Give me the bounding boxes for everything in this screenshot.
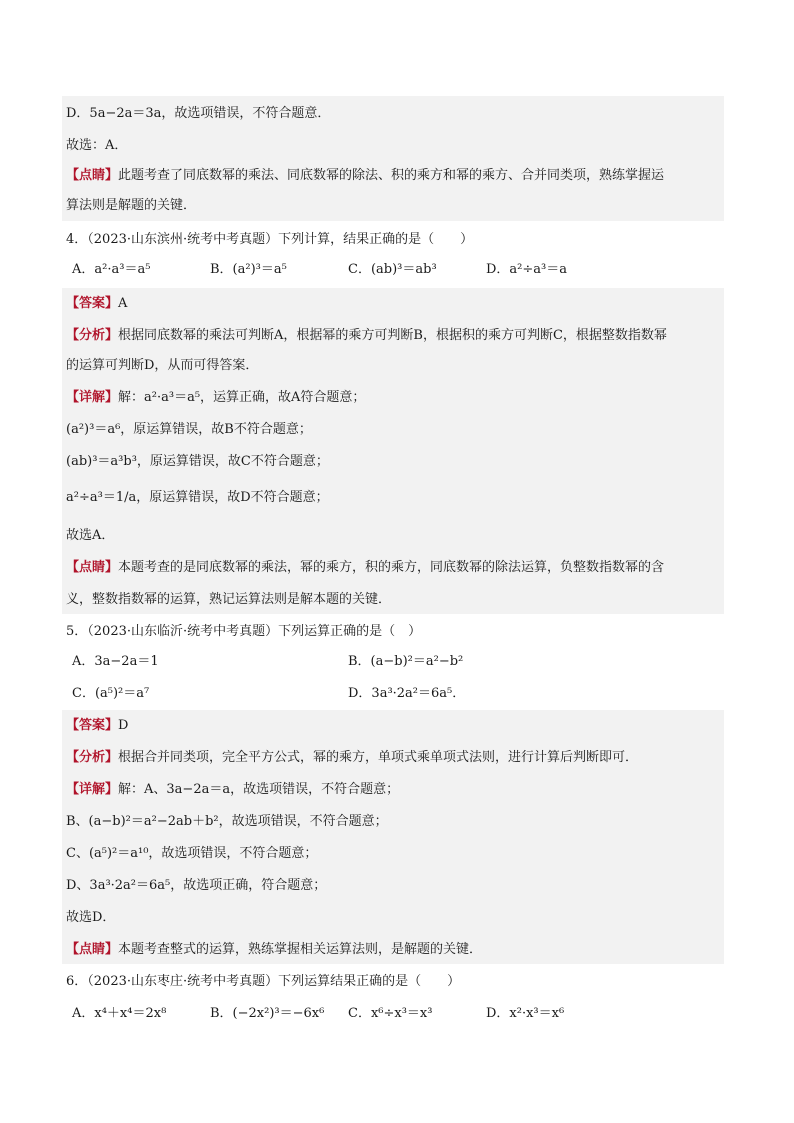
q4-comment-line-1: 【点睛】本题考查的是同底数幂的乘法，幂的乘方，积的乘方，同底数幂的除法运算，负整数指数幂的含 bbox=[66, 560, 665, 575]
q4-stem: 4．（2023·山东滨州·统考中考真题）下列计算，结果正确的是（ ） bbox=[66, 232, 474, 247]
answer-tag: 【答案】 bbox=[66, 718, 119, 733]
q5-detail-line-3: C、(a⁵)²＝a¹⁰，故选项错误，不符合题意； bbox=[66, 846, 318, 861]
q5-option-d: D．3a³·2a²＝6a⁵． bbox=[348, 686, 466, 701]
q4-analysis-line-1: 【分析】根据同底数幂的乘法可判断A，根据幂的乘方可判断B，根据积的乘方可判断C，根据整数指数幂 bbox=[66, 328, 667, 343]
q4-detail-line-4: a²÷a³＝1/a，原运算错误，故D不符合题意； bbox=[66, 490, 329, 505]
q5-comment-line-1: 【点睛】本题考查整式的运算，熟练掌握相关运算法则，是解题的关键． bbox=[66, 942, 483, 957]
detail-tag: 【详解】 bbox=[66, 782, 119, 797]
q4-option-c: C．(ab)³＝ab³ bbox=[348, 262, 437, 277]
comment-tag: 【点睛】 bbox=[66, 560, 119, 575]
q4-detail-line-3: (ab)³＝a³b³，原运算错误，故C不符合题意； bbox=[66, 454, 329, 469]
q6-stem: 6．（2023·山东枣庄·统考中考真题）下列运算结果正确的是（ ） bbox=[66, 974, 461, 989]
q4-analysis-line-2: 的运算可判断D，从而可得答案． bbox=[66, 358, 259, 373]
detail-tag: 【详解】 bbox=[66, 390, 119, 405]
q5-option-c: C．(a⁵)²＝a⁷ bbox=[72, 686, 150, 701]
q4-detail-line-1: 【详解】解：a²·a³＝a⁵，运算正确，故A符合题意； bbox=[66, 390, 366, 405]
q4-option-a: A．a²·a³＝a⁵ bbox=[72, 262, 151, 277]
q6-option-d: D．x²·x³＝x⁶ bbox=[486, 1006, 565, 1021]
q6-option-a: A．x⁴＋x⁴＝2x⁸ bbox=[72, 1006, 167, 1021]
q5-answer: 【答案】D bbox=[66, 718, 129, 733]
q4-comment-line-2: 义，整数指数幂的运算，熟记运算法则是解本题的关键． bbox=[66, 592, 392, 607]
q5-stem: 5．（2023·山东临沂·统考中考真题）下列运算正确的是（ ） bbox=[66, 624, 422, 639]
q6-option-c: C．x⁶÷x³＝x³ bbox=[348, 1006, 433, 1021]
q4-option-b: B．(a²)³＝a⁵ bbox=[210, 262, 287, 277]
q6-option-b: B．(−2x²)³＝−6x⁶ bbox=[210, 1006, 325, 1021]
q4-option-d: D．a²÷a³＝a bbox=[486, 262, 567, 277]
q5-detail-line-2: B、(a−b)²＝a²−2ab＋b²，故选项错误，不符合题意； bbox=[66, 814, 388, 829]
q5-option-b: B．(a−b)²＝a²−b² bbox=[348, 654, 464, 669]
q3-choice: 故选：A． bbox=[66, 138, 128, 153]
q5-detail-line-4: D、3a³·2a²＝6a⁵，故选项正确，符合题意； bbox=[66, 878, 327, 893]
comment-tag: 【点睛】 bbox=[66, 942, 119, 957]
analysis-tag: 【分析】 bbox=[66, 328, 119, 343]
q5-analysis-line-1: 【分析】根据合并同类项，完全平方公式，幂的乘方，单项式乘单项式法则，进行计算后判断即可． bbox=[66, 750, 639, 765]
q5-detail-line-1: 【详解】解：A、3a−2a＝a，故选项错误，不符合题意； bbox=[66, 782, 400, 797]
answer-tag: 【答案】 bbox=[66, 296, 119, 311]
q4-choice: 故选A． bbox=[66, 528, 115, 543]
q4-answer: 【答案】A bbox=[66, 296, 128, 311]
analysis-tag: 【分析】 bbox=[66, 750, 119, 765]
q3-option-d-explanation: D．5a−2a＝3a，故选项错误，不符合题意． bbox=[66, 106, 331, 121]
q4-detail-line-2: (a²)³＝a⁶，原运算错误，故B不符合题意； bbox=[66, 422, 312, 437]
q5-option-a: A．3a−2a＝1 bbox=[72, 654, 159, 669]
comment-tag: 【点睛】 bbox=[66, 168, 119, 183]
q5-choice: 故选D． bbox=[66, 910, 116, 925]
q3-comment-line-2: 算法则是解题的关键． bbox=[66, 198, 197, 213]
q3-comment-line-1: 【点睛】此题考查了同底数幂的乘法、同底数幂的除法、积的乘方和幂的乘方、合并同类项，熟练掌握运 bbox=[66, 168, 665, 183]
